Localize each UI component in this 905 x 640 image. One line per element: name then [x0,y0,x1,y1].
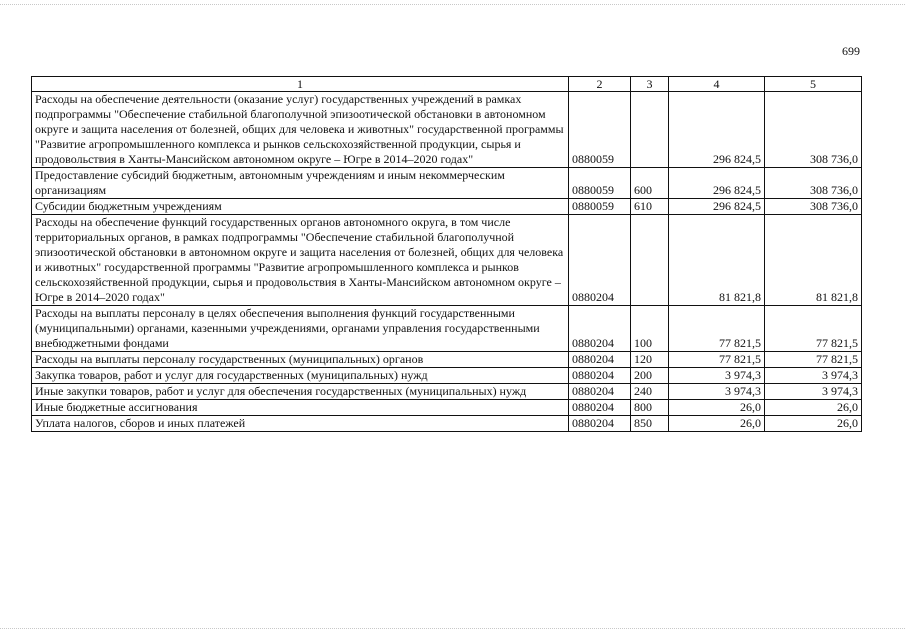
row-value-2: 308 736,0 [765,199,862,215]
header-col-3: 3 [631,77,669,92]
row-value-2: 308 736,0 [765,92,862,168]
row-value-1: 77 821,5 [669,306,765,352]
row-value-2: 26,0 [765,416,862,432]
row-value-1: 77 821,5 [669,352,765,368]
row-value-1: 3 974,3 [669,368,765,384]
header-col-1: 1 [32,77,569,92]
row-name: Предоставление субсидий бюджетным, автономным учреждениям и иным некоммерческим организациям [32,168,569,199]
table-row [32,416,862,432]
row-value-2: 81 821,8 [765,215,862,306]
row-code: 0880204 [569,416,631,432]
row-code: 0880059 [569,199,631,215]
row-type: 600 [631,168,669,199]
row-code: 0880204 [569,306,631,352]
row-value-1: 3 974,3 [669,384,765,400]
row-code: 0880059 [569,92,631,168]
row-value-1: 81 821,8 [669,215,765,306]
row-type: 240 [631,384,669,400]
row-name: Закупка товаров, работ и услуг для государственных (муниципальных) нужд [32,368,569,384]
row-name: Уплата налогов, сборов и иных платежей [32,416,569,432]
row-value-2: 77 821,5 [765,306,862,352]
row-value-2: 77 821,5 [765,352,862,368]
row-code: 0880204 [569,384,631,400]
row-name: Расходы на выплаты персоналу государственных (муниципальных) органов [32,352,569,368]
header-row [32,77,862,92]
row-code: 0880059 [569,168,631,199]
row-code: 0880204 [569,400,631,416]
row-type [631,215,669,306]
header-col-4: 4 [669,77,765,92]
row-type [631,92,669,168]
header-col-2: 2 [569,77,631,92]
row-name: Расходы на обеспечение деятельности (оказание услуг) государственных учреждений в рамках подпрограммы "Обеспечение стабильной благополучной эпизоотической обстановки в автономном округе и защита населения от болезней, общих для человека и животных" государственной программы "Развитие агропромышленного комплекса и рынков сельскохозяйственной продукции, сырья и продовольствия в Ханты-Мансийском автономном округе – Югре в 2014–2020 годах" [32,92,569,168]
table-row [32,306,862,352]
row-value-2: 3 974,3 [765,368,862,384]
row-value-2: 308 736,0 [765,168,862,199]
row-name: Иные бюджетные ассигнования [32,400,569,416]
row-code: 0880204 [569,215,631,306]
table-row [32,92,862,168]
table-row [32,368,862,384]
row-value-1: 26,0 [669,400,765,416]
table-row [32,384,862,400]
row-name: Субсидии бюджетным учреждениям [32,199,569,215]
table-row [32,168,862,199]
row-value-2: 3 974,3 [765,384,862,400]
row-code: 0880204 [569,368,631,384]
row-type: 850 [631,416,669,432]
row-name: Расходы на обеспечение функций государственных органов автономного округа, в том числе территориальных органов, в рамках подпрограммы "Обеспечение стабильной благополучной эпизоотической обстановки в автономном округе и защита населения от болезней, общих для человека и животных" государственной программы "Развитие агропромышленного комплекса и рынков сельскохозяйственной продукции, сырья и продовольствия в Ханты-Мансийском автономном округе – Югре в 2014–2020 годах" [32,215,569,306]
scan-artifact-bottom [0,628,905,629]
row-value-1: 26,0 [669,416,765,432]
page-number: 699 [842,44,860,58]
row-type: 200 [631,368,669,384]
row-name: Расходы на выплаты персоналу в целях обеспечения выполнения функций государственными (муниципальными) органами, казенными учреждениями, органами управления государственными внебюджетными фондами [32,306,569,352]
table-body [32,92,862,432]
row-type: 120 [631,352,669,368]
row-type: 100 [631,306,669,352]
table-row [32,352,862,368]
row-value-2: 26,0 [765,400,862,416]
row-value-1: 296 824,5 [669,92,765,168]
scan-artifact-top [0,4,905,5]
budget-table [31,76,862,432]
table-header [32,77,862,92]
row-type: 800 [631,400,669,416]
row-name: Иные закупки товаров, работ и услуг для обеспечения государственных (муниципальных) нужд [32,384,569,400]
table-row [32,400,862,416]
row-value-1: 296 824,5 [669,168,765,199]
row-code: 0880204 [569,352,631,368]
table-row [32,215,862,306]
header-col-5: 5 [765,77,862,92]
row-type: 610 [631,199,669,215]
row-value-1: 296 824,5 [669,199,765,215]
table-row [32,199,862,215]
